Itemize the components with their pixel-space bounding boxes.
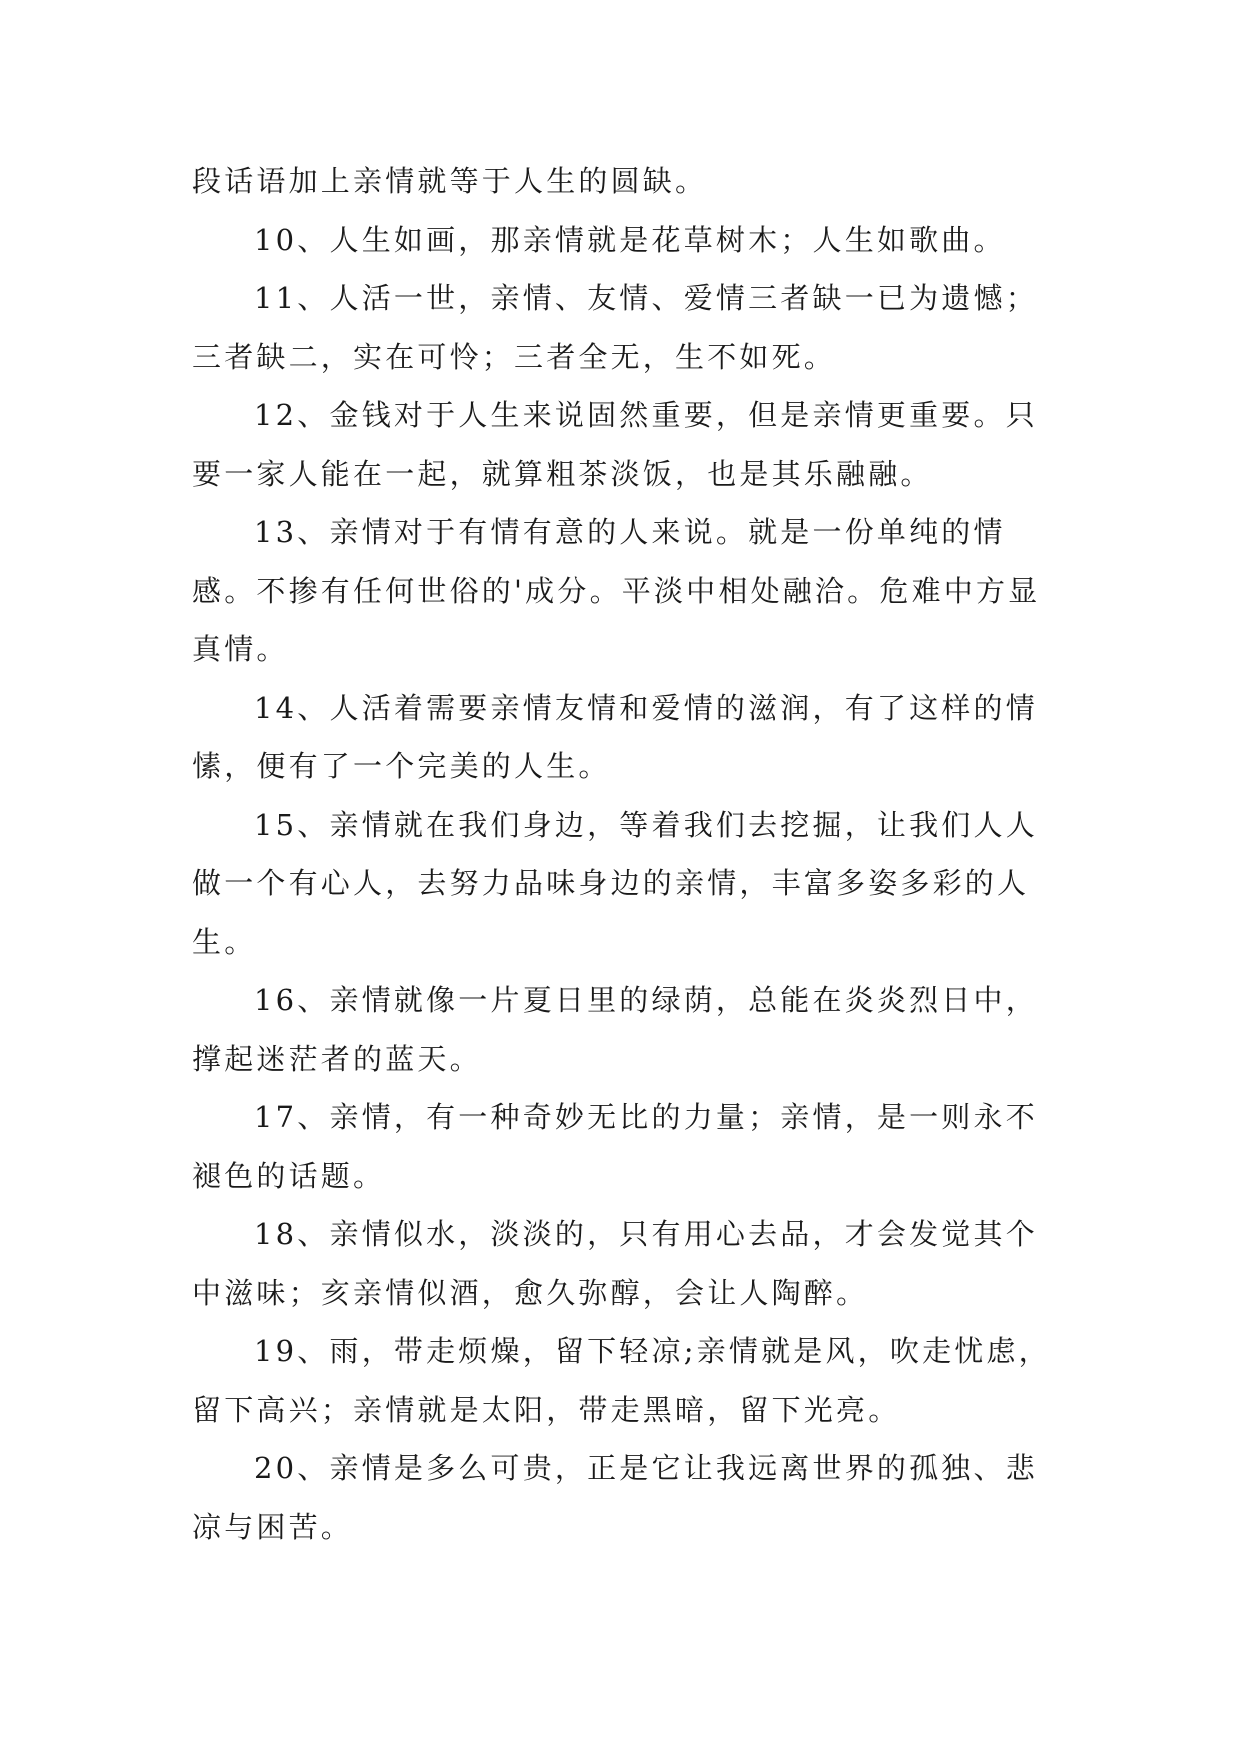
paragraph-10: 10、人生如画，那亲情就是花草树木；人生如歌曲。 [254,222,1006,257]
paragraph-16: 16、亲情就像一片夏日里的绿荫，总能在炎炎烈日中，撑起迷茫者的蓝天。 [192,983,1038,1076]
paragraph-15: 15、亲情就在我们身边，等着我们去挖掘，让我们人人做一个有心人，去努力品味身边的亲情，丰富多姿多彩的人生。 [192,807,1038,959]
paragraph-19: 19、雨，带走烦燥，留下轻凉;亲情就是风，吹走忧虑，留下高兴；亲情就是太阳，带走黑暗，留下光亮。 [192,1334,1051,1427]
paragraph-11: 11、人活一世，亲情、友情、爱情三者缺一已为遗憾；三者缺二，实在可怜；三者全无，生不如死。 [192,281,1038,374]
paragraph-17: 17、亲情，有一种奇妙无比的力量；亲情，是一则永不褪色的话题。 [192,1100,1038,1193]
paragraph-12: 12、金钱对于人生来说固然重要，但是亲情更重要。只要一家人能在一起，就算粗茶淡饭，也是其乐融融。 [192,398,1038,491]
paragraph-continuation: 段话语加上亲情就等于人生的圆缺。 [192,164,708,198]
paragraph-13: 13、亲情对于有情有意的人来说。就是一份单纯的情感。不掺有任何世俗的'成分。平淡中相处融洽。危难中方显真情。 [192,515,1041,666]
paragraph-14: 14、人活着需要亲情友情和爱情的滋润，有了这样的情愫，便有了一个完美的人生。 [192,690,1038,783]
paragraph-20: 20、亲情是多么可贵，正是它让我远离世界的孤独、悲凉与困苦。 [192,1451,1038,1544]
document-body [192,152,1057,1556]
paragraph-18: 18、亲情似水，淡淡的，只有用心去品，才会发觉其个中滋味；亥亲情似酒，愈久弥醇，会让人陶醉。 [192,1217,1038,1310]
